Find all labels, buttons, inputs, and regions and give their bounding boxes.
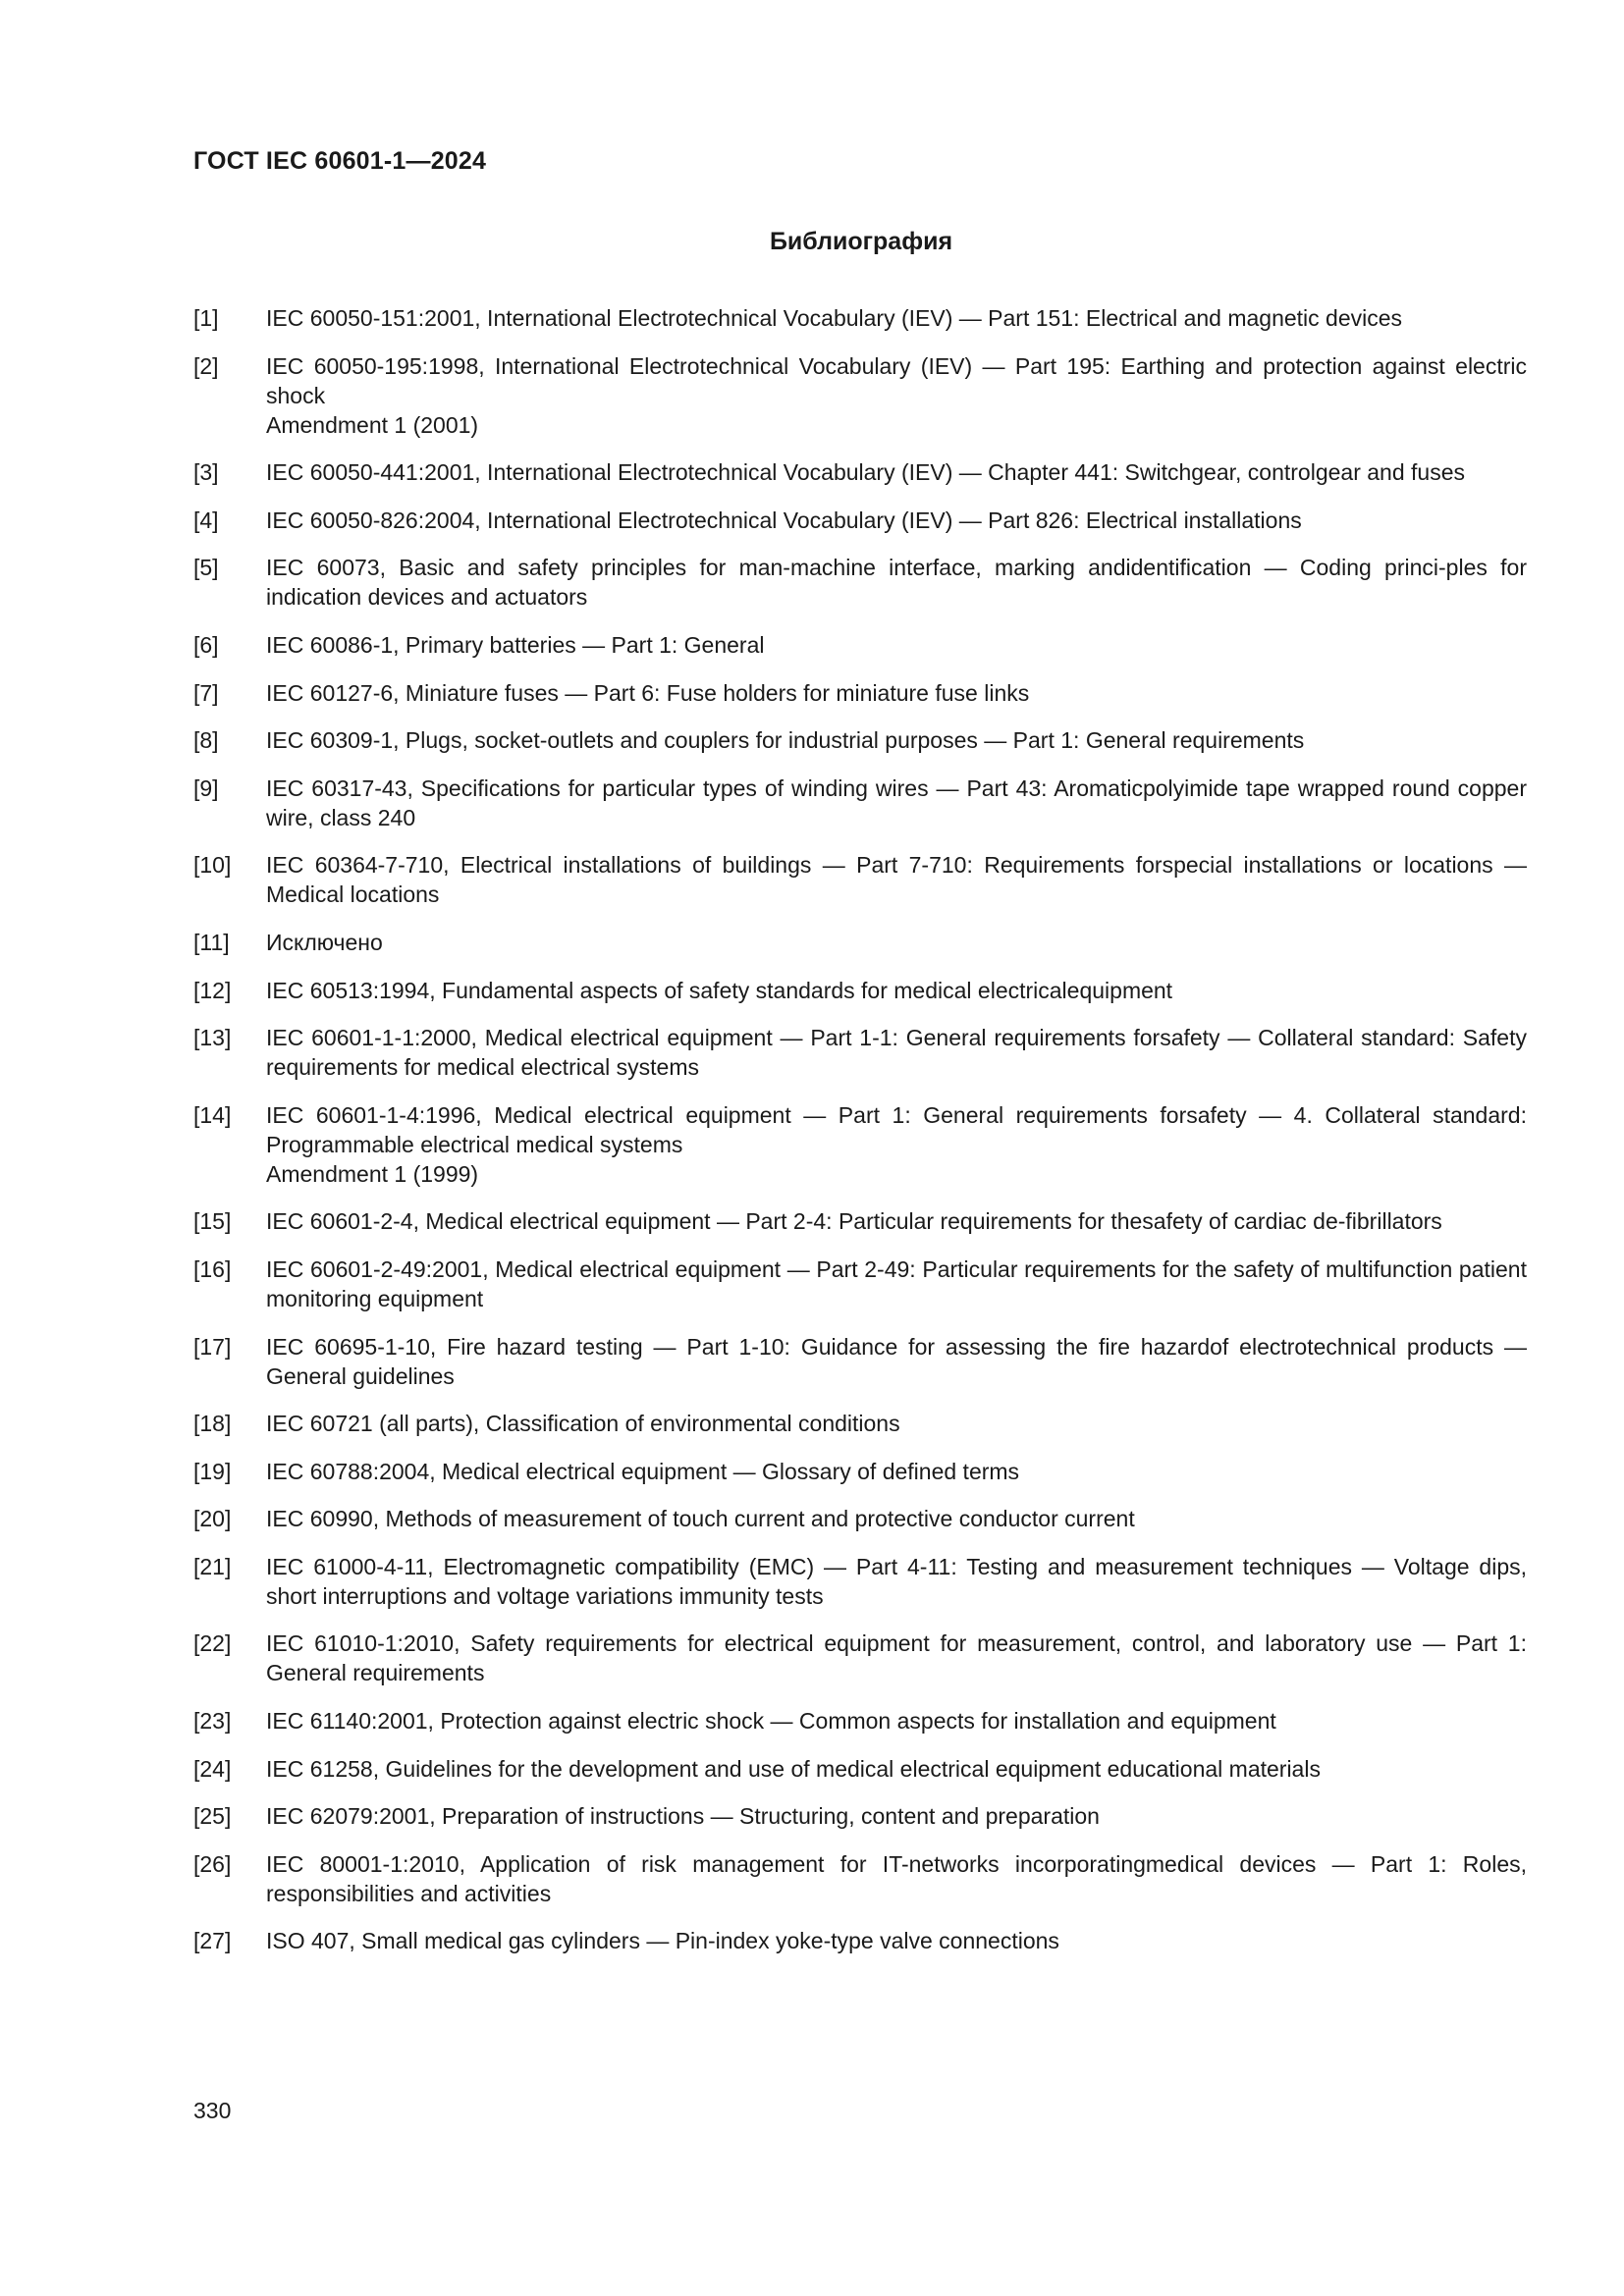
bibliography-list xyxy=(193,303,1527,1974)
bibliography-entry xyxy=(193,1552,1527,1611)
bibliography-entry-text xyxy=(266,1332,1527,1391)
bibliography-entry xyxy=(193,1849,1527,1908)
bibliography-entry-line: Amendment 1 (2001) xyxy=(266,411,479,438)
bibliography-entry-line: IEC 62079:2001, Preparation of instructions — Structuring, content and preparation xyxy=(266,1803,1100,1830)
bibliography-entry-line: IEC 60050-826:2004, International Electrotechnical Vocabulary (IEV) — Part 826: Electrical installations xyxy=(266,507,1302,533)
bibliography-entry xyxy=(193,1255,1527,1313)
bibliography-entry-line: Исключено xyxy=(266,929,383,955)
bibliography-entry-line: Amendment 1 (1999) xyxy=(266,1160,479,1187)
bibliography-entry-text xyxy=(266,850,1527,909)
bibliography-entry-text xyxy=(266,457,1527,487)
bibliography-entry xyxy=(193,1457,1527,1486)
bibliography-entry-line: IEC 61000-4-11, Electromagnetic compatibility (EMC) — Part 4-11: Testing and measurement techniques — Voltage dips, short interruptions and voltage variations immunity tests xyxy=(266,1553,1527,1609)
bibliography-entry xyxy=(193,553,1527,612)
bibliography-entry-line: IEC 61258, Guidelines for the development and use of medical electrical equipment educational materials xyxy=(266,1755,1321,1782)
bibliography-entry-number: [20] xyxy=(193,1506,232,1532)
bibliography-entry-number: [9] xyxy=(193,774,219,801)
bibliography-entry xyxy=(193,976,1527,1005)
bibliography-entry xyxy=(193,774,1527,832)
bibliography-entry-line: IEC 60050-151:2001, International Electrotechnical Vocabulary (IEV) — Part 151: Electrical and magnetic devices xyxy=(266,305,1403,331)
bibliography-entry-line: IEC 60601-1-1:2000, Medical electrical equipment — Part 1-1: General requirements forsafety — Collateral standard: Safety requirements for medical electrical systems xyxy=(266,1025,1527,1081)
bibliography-entry-text xyxy=(266,1754,1527,1784)
bibliography-entry-text xyxy=(266,1457,1527,1486)
bibliography-entry-text xyxy=(266,1926,1527,1955)
bibliography-entry-line: IEC 60601-2-4, Medical electrical equipment — Part 2-4: Particular requirements for thesafety of cardiac de-fibrillators xyxy=(266,1208,1442,1235)
bibliography-entry xyxy=(193,1504,1527,1533)
bibliography-entry-number: [17] xyxy=(193,1333,232,1360)
bibliography-entry-number: [16] xyxy=(193,1255,232,1282)
bibliography-entry-line: ISO 407, Small medical gas cylinders — Pin-index yoke-type valve connections xyxy=(266,1928,1059,1954)
bibliography-entry xyxy=(193,678,1527,708)
bibliography-entry-number: [18] xyxy=(193,1411,232,1437)
bibliography-entry-text xyxy=(266,774,1527,832)
bibliography-entry xyxy=(193,725,1527,755)
bibliography-entry-line: IEC 60601-2-49:2001, Medical electrical equipment — Part 2-49: Particular requirements for the safety of multifunction patient monitoring equipment xyxy=(266,1255,1527,1311)
bibliography-entry-number: [11] xyxy=(193,929,230,955)
bibliography-entry-text xyxy=(266,303,1527,333)
bibliography-entry xyxy=(193,1754,1527,1784)
bibliography-entry xyxy=(193,506,1527,535)
bibliography-entry-text xyxy=(266,1552,1527,1611)
bibliography-entry-text xyxy=(266,928,1527,957)
bibliography-entry xyxy=(193,1409,1527,1438)
bibliography-entry-line: IEC 60309-1, Plugs, socket-outlets and couplers for industrial purposes — Part 1: General requirements xyxy=(266,727,1305,754)
bibliography-entry-number: [21] xyxy=(193,1553,232,1579)
bibliography-entry-line: IEC 60050-195:1998, International Electrotechnical Vocabulary (IEV) — Part 195: Earthing and protection against electric shock xyxy=(266,352,1527,408)
bibliography-entry xyxy=(193,457,1527,487)
bibliography-entry-number: [25] xyxy=(193,1803,232,1830)
bibliography-entry-line: IEC 60364-7-710, Electrical installations of buildings — Part 7-710: Requirements forspecial installations or locations — Medical locations xyxy=(266,852,1527,908)
bibliography-entry xyxy=(193,351,1527,440)
bibliography-entry-line: IEC 60788:2004, Medical electrical equipment — Glossary of defined terms xyxy=(266,1458,1020,1484)
bibliography-entry-number: [13] xyxy=(193,1025,232,1051)
bibliography-entry xyxy=(193,1332,1527,1391)
bibliography-entry-text xyxy=(266,1504,1527,1533)
bibliography-entry-line: IEC 60601-1-4:1996, Medical electrical equipment — Part 1: General requirements forsafety — 4. Collateral standard: Programmable electrical medical systems xyxy=(266,1101,1527,1157)
bibliography-entry-number: [22] xyxy=(193,1630,232,1657)
bibliography-entry xyxy=(193,630,1527,660)
bibliography-entry-number: [2] xyxy=(193,352,219,379)
bibliography-entry-text xyxy=(266,506,1527,535)
bibliography-entry xyxy=(193,1206,1527,1236)
bibliography-entry-number: [15] xyxy=(193,1208,232,1235)
bibliography-entry-number: [24] xyxy=(193,1755,232,1782)
bibliography-entry-number: [14] xyxy=(193,1101,232,1128)
bibliography-entry-number: [26] xyxy=(193,1850,232,1877)
bibliography-entry xyxy=(193,1926,1527,1955)
bibliography-entry-text xyxy=(266,1206,1527,1236)
bibliography-entry-number: [3] xyxy=(193,459,219,486)
bibliography-entry-text xyxy=(266,1849,1527,1908)
bibliography-entry-number: [19] xyxy=(193,1458,232,1484)
bibliography-entry-number: [1] xyxy=(193,305,219,331)
bibliography-entry-number: [4] xyxy=(193,507,219,533)
bibliography-entry-line: IEC 60050-441:2001, International Electrotechnical Vocabulary (IEV) — Chapter 441: Switchgear, controlgear and fuses xyxy=(266,459,1465,486)
bibliography-entry xyxy=(193,1023,1527,1082)
bibliography-entry-line: IEC 80001-1:2010, Application of risk management for IT-networks incorporatingmedical devices — Part 1: Roles, responsibilities and activities xyxy=(266,1850,1527,1906)
bibliography-entry-number: [5] xyxy=(193,555,219,581)
bibliography-entry-line: IEC 61010-1:2010, Safety requirements for electrical equipment for measurement, control, and laboratory use — Part 1: General requirements xyxy=(266,1630,1527,1686)
bibliography-entry-number: [12] xyxy=(193,977,232,1003)
bibliography-entry-text xyxy=(266,1409,1527,1438)
bibliography-entry-line: IEC 60721 (all parts), Classification of environmental conditions xyxy=(266,1411,900,1437)
bibliography-entry-text xyxy=(266,1706,1527,1735)
bibliography-entry-text xyxy=(266,1023,1527,1082)
bibliography-entry-text xyxy=(266,1801,1527,1831)
bibliography-entry-text xyxy=(266,553,1527,612)
bibliography-entry xyxy=(193,928,1527,957)
bibliography-entry-line: IEC 60317-43, Specifications for particular types of winding wires — Part 43: Aromaticpolyimide tape wrapped round copper wire, class 240 xyxy=(266,774,1527,830)
bibliography-entry-number: [8] xyxy=(193,727,219,754)
bibliography-entry-number: [6] xyxy=(193,631,219,658)
bibliography-entry-number: [23] xyxy=(193,1708,232,1735)
bibliography-entry-line: IEC 60695-1-10, Fire hazard testing — Part 1-10: Guidance for assessing the fire hazardof electrotechnical products — General guidelines xyxy=(266,1333,1527,1389)
bibliography-entry-text xyxy=(266,725,1527,755)
document-header: ГОСТ IEC 60601-1—2024 xyxy=(193,147,487,175)
bibliography-entry-text xyxy=(266,1100,1527,1189)
bibliography-entry-text xyxy=(266,1629,1527,1687)
bibliography-entry xyxy=(193,303,1527,333)
bibliography-entry-line: IEC 60990, Methods of measurement of touch current and protective conductor current xyxy=(266,1506,1135,1532)
bibliography-entry xyxy=(193,1100,1527,1189)
bibliography-entry xyxy=(193,1801,1527,1831)
bibliography-entry xyxy=(193,1706,1527,1735)
bibliography-entry xyxy=(193,1629,1527,1687)
bibliography-entry-text xyxy=(266,678,1527,708)
bibliography-entry-text xyxy=(266,351,1527,440)
bibliography-entry-text xyxy=(266,1255,1527,1313)
bibliography-entry-number: [27] xyxy=(193,1928,232,1954)
bibliography-entry-number: [7] xyxy=(193,679,219,706)
bibliography-entry-line: IEC 60127-6, Miniature fuses — Part 6: Fuse holders for miniature fuse links xyxy=(266,679,1030,706)
bibliography-entry xyxy=(193,850,1527,909)
bibliography-entry-text xyxy=(266,630,1527,660)
bibliography-entry-line: IEC 61140:2001, Protection against electric shock — Common aspects for installation and equipment xyxy=(266,1708,1276,1735)
page-number: 330 xyxy=(193,2098,232,2123)
section-title: Библиография xyxy=(769,228,953,255)
bibliography-entry-line: IEC 60513:1994, Fundamental aspects of safety standards for medical electricalequipment xyxy=(266,977,1173,1003)
bibliography-entry-line: IEC 60086-1, Primary batteries — Part 1: General xyxy=(266,631,765,658)
bibliography-entry-line: IEC 60073, Basic and safety principles for man-machine interface, marking andidentification — Coding princi-ples for indication devices and actuators xyxy=(266,555,1527,611)
bibliography-entry-text xyxy=(266,976,1527,1005)
bibliography-entry-number: [10] xyxy=(193,852,232,879)
